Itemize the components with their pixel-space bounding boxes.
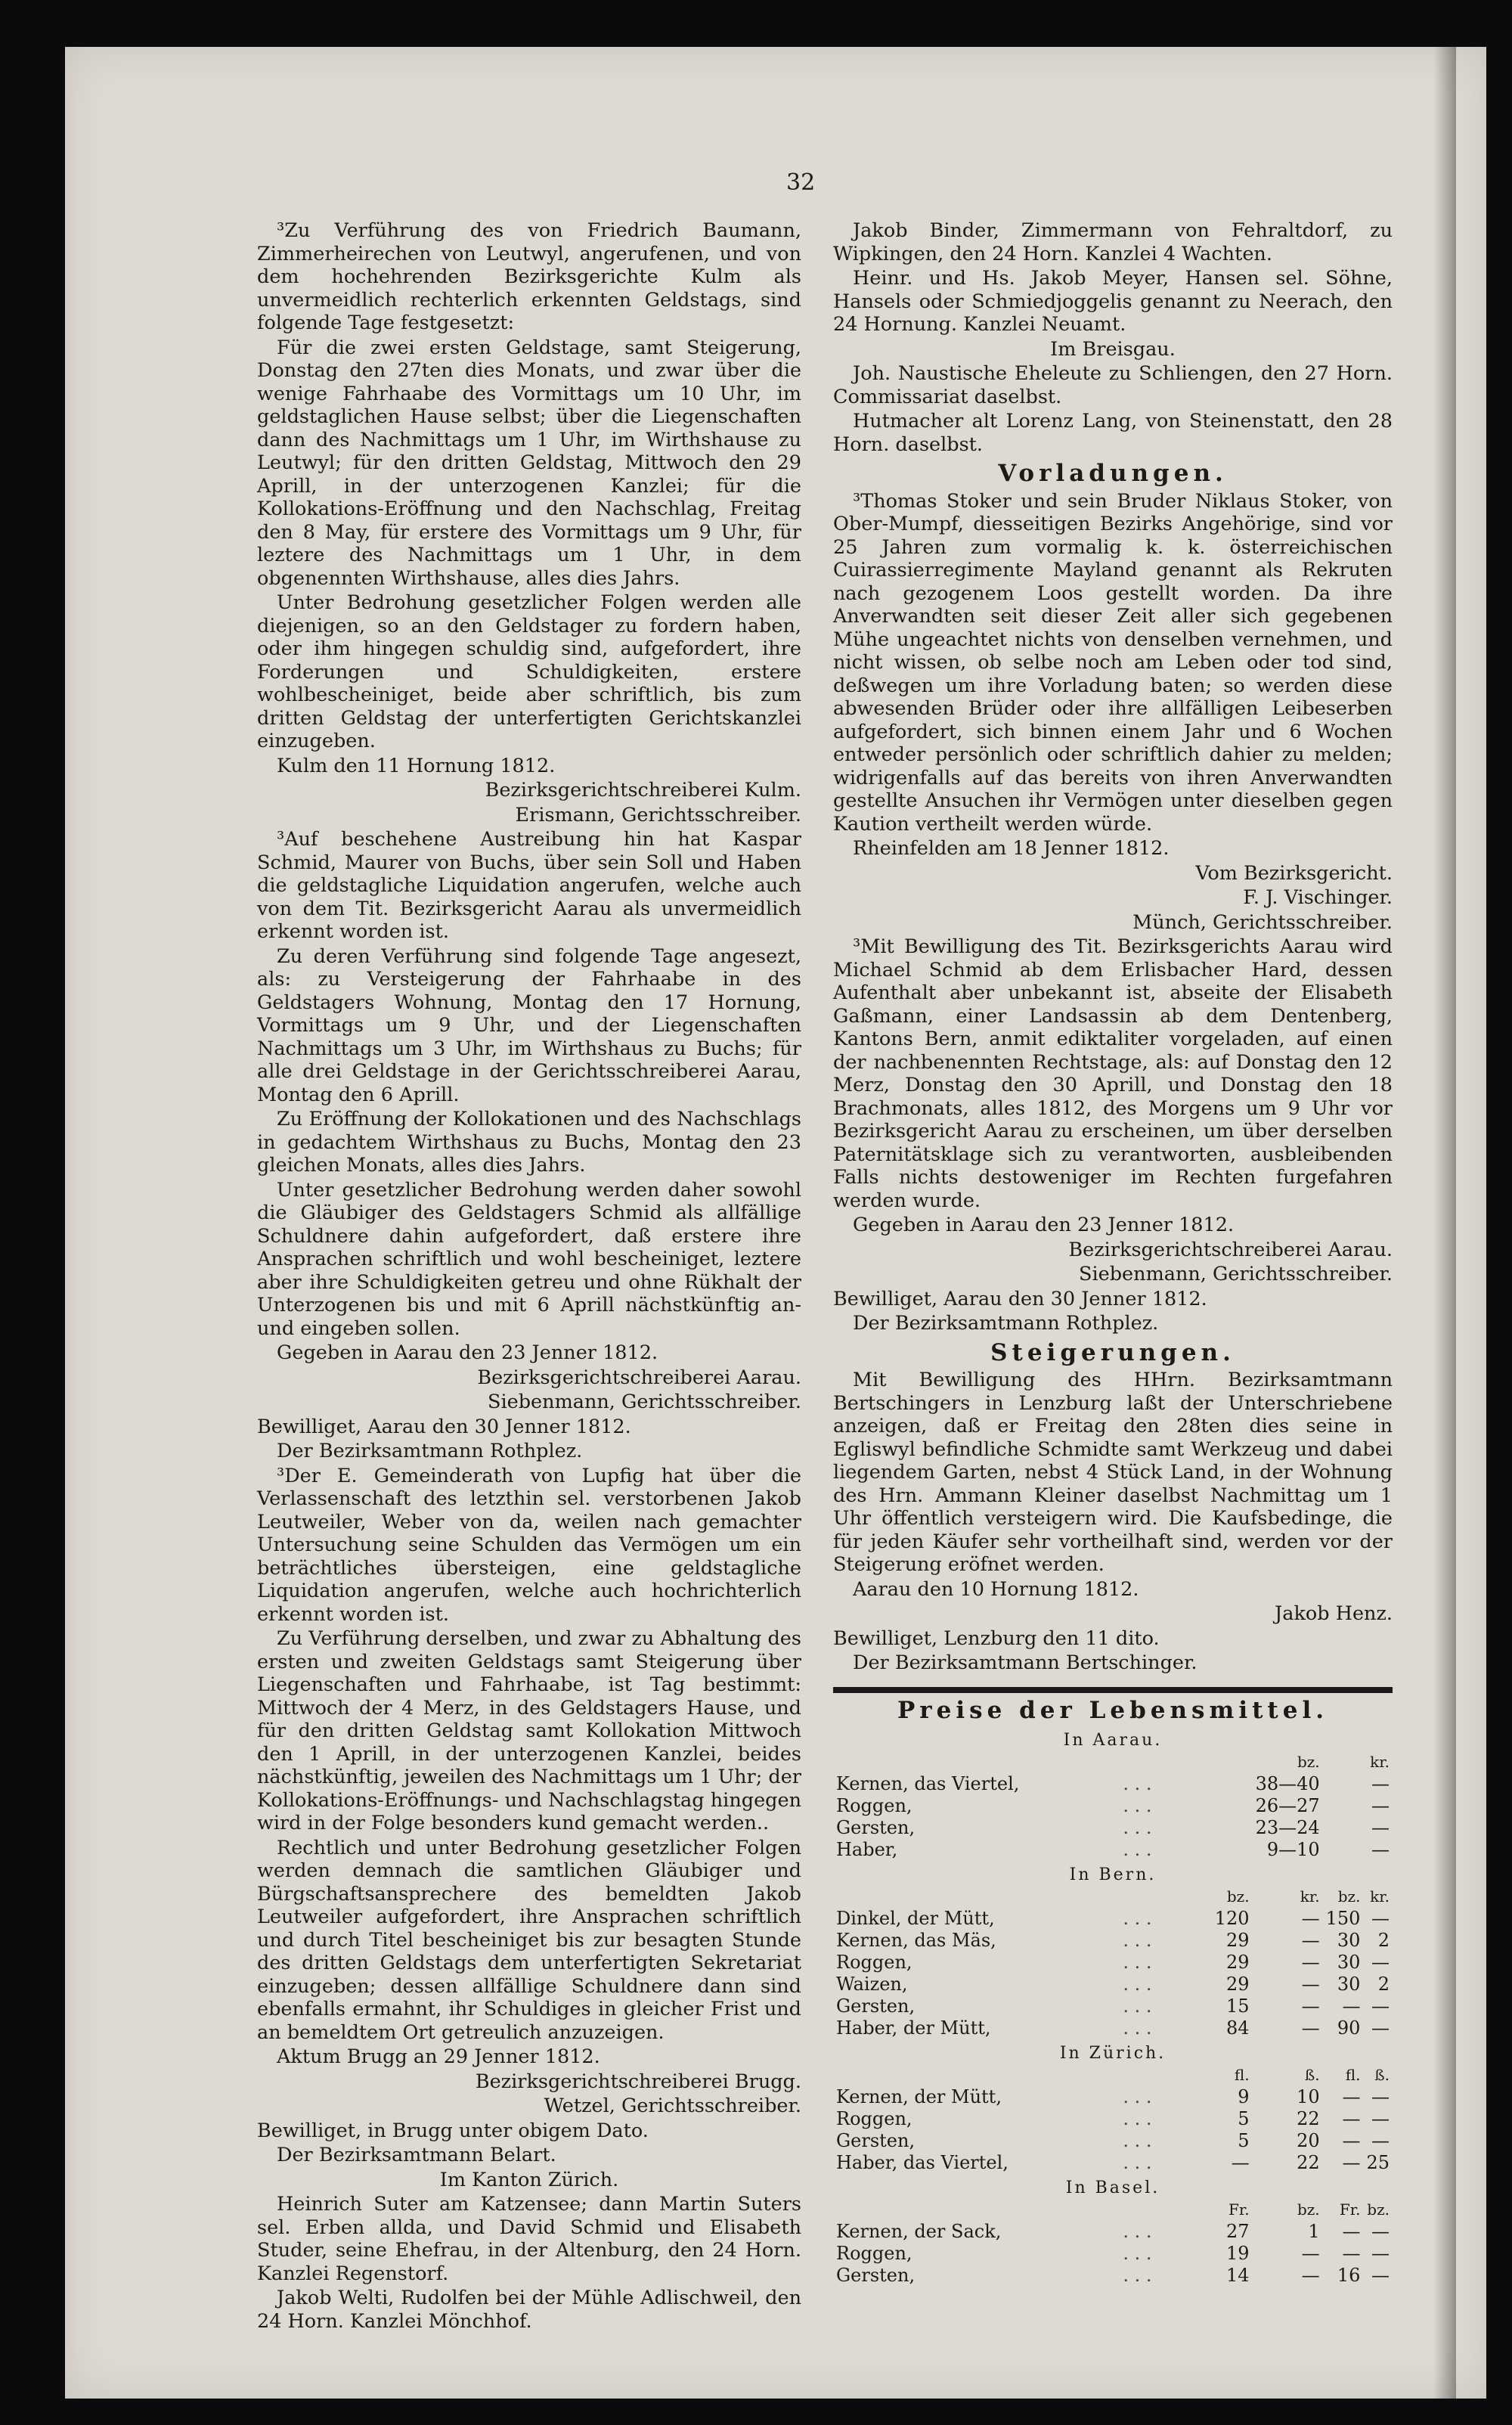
price-row [833, 2152, 1393, 2174]
price-item: Haber, [836, 1839, 898, 1860]
left-column-paragraph: Unter gesetzlicher Bedrohung werden daher sowohl die Gläubiger des Geldstagers Schmid als allfällige Schuldnere dahin aufgefordert, daß erstere ihre Ansprachen schriftlich und wohl bescheiniget, leztere aber ihre Schuldigkeiten getreu und ohne Rükhalt der Unterzogenen bis und mit 6 Aprill nächstkünftig an- und eingeben sollen. [257, 1178, 801, 1340]
price-value [1212, 1817, 1253, 1839]
vorladungen-paragraph: Der Bezirksamtmann Rothplez. [853, 1312, 1159, 1335]
price-value: 38—40 [1255, 1773, 1320, 1794]
price-units-row [833, 2199, 1393, 2221]
price-value: — [1301, 1996, 1320, 2017]
price-dots: . . . [1123, 1817, 1152, 1838]
price-row [833, 2130, 1393, 2152]
heading-prices: Preise der Lebensmittel. [897, 1696, 1329, 1724]
left-column-paragraph: Erismann, Gerichtsschreiber. [515, 803, 801, 826]
price-value: 150 [1325, 1908, 1361, 1929]
price-value: — [1301, 2265, 1320, 2286]
steigerungen-paragraph: Bewilliget, Lenzburg den 11 dito. [833, 1626, 1160, 1650]
price-value: 5 [1238, 2130, 1250, 2151]
price-item: Kernen, der Mütt, [836, 2086, 1002, 2107]
price-units-spacer [1120, 2064, 1211, 2086]
price-value: — [1342, 2221, 1361, 2242]
price-unit-label: bz. [1297, 1753, 1320, 1771]
price-unit-label: Fr. [1339, 2200, 1361, 2219]
price-dots: . . . [1123, 2221, 1152, 2242]
price-value: — [1371, 1952, 1390, 1973]
price-value [1323, 1817, 1364, 1839]
left-column-paragraph: Siebenmann, Gerichtsschreiber. [488, 1391, 801, 1413]
price-value: 30 [1337, 1974, 1361, 1995]
price-unit-label [1212, 1751, 1253, 1773]
price-value: 30 [1337, 1930, 1361, 1951]
steigerungen-paragraph: Jakob Henz. [1275, 1602, 1393, 1625]
price-item: Kernen, das Mäs, [836, 1930, 996, 1951]
price-unit-label: fl. [1234, 2066, 1250, 2084]
price-value: — [1342, 2243, 1361, 2264]
left-column-paragraph: Zu deren Verführung sind folgende Tage angesezt, als: zu Versteigerung der Fahrhaabe in des Geldstagers Wohnung, Montag den 17 Hornung, Vormittags um 9 Uhr, und der Liegenschaften Nachmittags um 3 Uhr, im Wirthshaus zu Buchs; für alle drei Geldstage in der Gerichtsschreiberei Aarau, Montag den 6 Aprill. [257, 944, 801, 1106]
section-divider [833, 1687, 1393, 1693]
page-number: 32 [786, 169, 816, 196]
price-value: 9—10 [1266, 1839, 1320, 1860]
price-value: — [1371, 2130, 1390, 2151]
price-unit-label: ß. [1304, 2066, 1320, 2084]
price-value: — [1301, 1974, 1320, 1995]
right-column-paragraph: Joh. Naustische Eheleute zu Schliengen, den 27 Horn. Commissariat daselbst. [833, 362, 1393, 408]
price-row [833, 1773, 1393, 1795]
price-item: Haber, das Viertel, [836, 2152, 1009, 2173]
vorladungen-paragraph: ³Mit Bewilligung des Tit. Bezirksgerichts Aarau wird Michael Schmid ab dem Erlisbacher Hard, dessen Aufenthalt aber unbekannt ist, abseite der Elisabeth Gaßmann, einer Landsassin ab dem Dentenberg, Kantons Bern, anmit ediktaliter vorgeladen, auf einen der nachbenennten Rechtstage, als: auf Donstag den 12 Merz, Donstag den 30 Aprill, und Donstag den 18 Brachmonats, alles 1812, des Morgens um 9 Uhr vor Bezirksgericht Aarau zu erscheinen, um über derselben Paternitätsklage sich zu verantworten, ausbleibenden Falls nichts destoweniger im Rechten furgefahren werden wurde. [833, 935, 1393, 1212]
price-value: — [1342, 2152, 1361, 2173]
price-value: 20 [1297, 2130, 1320, 2151]
price-value: — [1301, 2243, 1320, 2264]
price-value: — [1371, 1795, 1390, 1816]
price-units-spacer [833, 1886, 1120, 1908]
price-item: Gersten, [836, 2130, 916, 2151]
price-row [833, 1952, 1393, 1974]
price-section-city: In Basel. [1065, 2178, 1160, 2197]
left-column-paragraph: Der Bezirksamtmann Rothplez. [277, 1440, 583, 1462]
price-row [833, 1930, 1393, 1952]
right-column [833, 219, 1393, 2287]
price-item: Gersten, [836, 1817, 916, 1838]
steigerungen-paragraph: Aarau den 10 Hornung 1812. [853, 1577, 1139, 1601]
price-units-spacer [833, 2199, 1120, 2221]
price-row [833, 2017, 1393, 2039]
steigerungen-paragraph: Der Bezirksamtmann Bertschinger. [853, 1651, 1198, 1674]
price-value: — [1301, 1908, 1320, 1929]
price-value: — [1371, 1996, 1390, 2017]
right-column-paragraph: Jakob Binder, Zimmermann von Fehraltdorf, zu Wipkingen, den 24 Horn. Kanzlei 4 Wachten. [833, 219, 1393, 265]
vorladungen-paragraph: Münch, Gerichtsschreiber. [1132, 910, 1393, 934]
vorladungen-paragraph: Siebenmann, Gerichtsschreiber. [1079, 1263, 1393, 1285]
price-dots: . . . [1123, 2130, 1152, 2151]
left-column-paragraph: Unter Bedrohung gesetzlicher Folgen werden alle diejenigen, so an den Geldstager zu fordern haben, oder ihm hingegen schuldig sind, aufgefordert, ihre Forderungen und Schuldigkeiten, erstere wohlbescheiniget, beide aber schriftlich, bis zum dritten Geldstag der unterfertigten Gerichtskanzlei einzugeben. [257, 591, 801, 752]
price-value: 5 [1238, 2108, 1250, 2129]
price-value [1212, 1839, 1253, 1861]
price-value: — [1371, 2017, 1390, 2039]
price-value: 25 [1366, 2152, 1390, 2173]
price-value: 90 [1337, 2017, 1361, 2039]
price-item: Gersten, [836, 2265, 916, 2286]
price-units-row [833, 1886, 1393, 1908]
price-dots: . . . [1123, 2152, 1152, 2173]
heading-steigerungen: Steigerungen. [990, 1338, 1235, 1366]
price-item: Roggen, [836, 2243, 912, 2264]
price-unit-label: bz. [1367, 2200, 1390, 2219]
heading-vorladungen: Vorladungen. [998, 460, 1228, 487]
left-column-paragraph: Heinrich Suter am Katzensee; dann Martin Suters sel. Erben allda, und David Schmid und Elisabeth Studer, seine Ehefrau, in der Altenburg, den 24 Horn. Kanzlei Regenstorf. [257, 2193, 801, 2285]
price-value: 26—27 [1255, 1795, 1320, 1816]
right-column-paragraph: Im Breisgau. [1050, 337, 1176, 361]
left-column-paragraph: Für die zwei ersten Geldstage, samt Steigerung, Donstag den 27ten dies Monats, und zwar über die wenige Fahrhaabe des Vormittags um 10 Uhr, im geldstaglichen Hause selbst; über die Liegenschaften dann des Nachmittags um 1 Uhr, im Wirthshause zu Leutwyl; für den dritten Geldstag, Mittwoch den 29 Aprill, in der unterzogenen Kanzlei; für die Kollokations-Eröffnung und den Nachschlag, Freitag den 8 May, für erstere des Vormittags um 9 Uhr, für leztere des Nachmittags um 1 Uhr, in dem obgenennten Wirthshause, alles dies Jahrs. [257, 336, 801, 590]
price-value: 29 [1226, 1952, 1250, 1973]
price-value: — [1371, 2221, 1390, 2242]
vorladungen-paragraph: Bezirksgerichtschreiberei Aarau. [1068, 1238, 1393, 1261]
price-dots: . . . [1123, 2017, 1152, 2039]
vorladungen-paragraph: Bewilliget, Aarau den 30 Jenner 1812. [833, 1287, 1207, 1310]
price-value: — [1371, 2108, 1390, 2129]
price-value: 30 [1337, 1952, 1361, 1973]
price-row [833, 1974, 1393, 1996]
price-value: — [1342, 1996, 1361, 2017]
price-value: 2 [1377, 1930, 1390, 1951]
left-column-paragraph: Bezirksgerichtschreiberei Brugg. [475, 2070, 801, 2093]
price-value: 2 [1377, 1974, 1390, 1995]
price-unit-label [1323, 1751, 1364, 1773]
price-value [1323, 1795, 1364, 1817]
price-item: Roggen, [836, 1952, 912, 1973]
price-row [833, 1996, 1393, 2017]
price-dots: . . . [1123, 1839, 1152, 1860]
price-units-spacer [833, 2064, 1120, 2086]
price-row [833, 2086, 1393, 2108]
price-section-city: In Bern. [1069, 1865, 1157, 1884]
left-column-paragraph: ³Der E. Gemeinderath von Lupfig hat über die Verlassenschaft des letzthin sel. verstorbenen Jakob Leutweiler, Weber von da, weilen nach gemachter Untersuchung seine Schulden das Vermögen um ein beträchtliches übersteigen, eine geldstagliche Liquidation angerufen, welche auch hochrichterlich erkennt worden ist. [257, 1464, 801, 1626]
price-row [833, 1795, 1393, 1817]
price-item: Waizen, [836, 1974, 908, 1995]
price-unit-label: bz. [1337, 1887, 1361, 1906]
price-unit-label: fl. [1345, 2066, 1361, 2084]
price-value: 10 [1297, 2086, 1320, 2107]
price-value: 27 [1226, 2221, 1250, 2242]
price-unit-label: Fr. [1228, 2200, 1250, 2219]
price-unit-label: bz. [1297, 2200, 1320, 2219]
price-value [1212, 1773, 1253, 1795]
price-item: Haber, der Mütt, [836, 2017, 991, 2039]
price-value: — [1301, 1952, 1320, 1973]
price-item: Roggen, [836, 2108, 912, 2129]
price-value: — [1371, 1908, 1390, 1929]
price-units-row [833, 2064, 1393, 2086]
price-dots: . . . [1123, 1952, 1152, 1973]
price-item: Kernen, das Viertel, [836, 1773, 1020, 1794]
price-units-spacer [1120, 1751, 1211, 1773]
price-dots: . . . [1123, 1974, 1152, 1995]
price-dots: . . . [1123, 2086, 1152, 2107]
vorladungen-paragraph: Vom Bezirksgericht. [1195, 861, 1393, 885]
price-unit-label: ß. [1374, 2066, 1390, 2084]
price-row [833, 2265, 1393, 2287]
price-table [833, 1726, 1393, 2287]
left-column-paragraph: Rechtlich und unter Bedrohung gesetzlicher Folgen werden demnach die samtlichen Gläubiger und Bürgschaftsansprechere des bemeldten Jakob Leutweiler aufgefordert, ihre Ansprachen schriftlich und durch Titel bescheiniget bis zur besagten Stunde des dritten Geldstags dem unterfertigten Sekretariat einzugeben; dessen allfällige Schuldnere dann sind ebenfalls ermahnt, ihr Schuldiges in gleicher Frist und an bemeldtem Ort getreulich anzuzeigen. [257, 1836, 801, 2044]
price-value: 14 [1226, 2265, 1250, 2286]
price-value: — [1371, 2086, 1390, 2107]
page-edge-shadow [1433, 47, 1456, 2399]
price-value: 22 [1297, 2108, 1320, 2129]
left-column-paragraph: Bezirksgerichtschreiberei Aarau. [477, 1366, 801, 1389]
price-value: — [1371, 1817, 1390, 1838]
price-row [833, 2243, 1393, 2265]
section-steigerungen [833, 1369, 1393, 1675]
price-value [1323, 1839, 1364, 1861]
right-column-paragraph: Hutmacher alt Lorenz Lang, von Steinenstatt, den 28 Horn. daselbst. [833, 410, 1393, 456]
price-row [833, 2221, 1393, 2243]
price-dots: . . . [1123, 1996, 1152, 2017]
price-dots: . . . [1123, 1773, 1152, 1794]
price-row [833, 1817, 1393, 1839]
price-value: 16 [1337, 2265, 1361, 2286]
price-unit-label: kr. [1370, 1887, 1390, 1906]
price-row [833, 1908, 1393, 1930]
price-value: 1 [1308, 2221, 1320, 2242]
left-column-paragraph: Zu Verführung derselben, und zwar zu Abhaltung des ersten und zweiten Geldstags samt Steigerung über Liegenschaften und Fahrhaabe, ist Tag bestimmt: Mittwoch der 4 Merz, in des Geldstagers Hause, und für den dritten Geldstag samt Kollokation Mittwoch den 1 Aprill, in der unterzogenen Kanzlei, beides nächstkünftig, jeweilen des Nachmittags um 1 Uhr; der Kollokations-Eröffnungs- und Nachschlagstag hingegen wird in der Folge besonders kund gemacht werden.. [257, 1627, 802, 1834]
price-dots: . . . [1123, 2265, 1152, 2286]
price-item: Kernen, der Sack, [836, 2221, 1002, 2242]
price-units-row [833, 1751, 1393, 1773]
price-section-city: In Zürich. [1059, 2044, 1167, 2063]
section-vorladungen [833, 490, 1393, 1335]
price-value: — [1371, 2243, 1390, 2264]
price-value: 29 [1226, 1930, 1250, 1951]
left-column-paragraph: Kulm den 11 Hornung 1812. [277, 754, 556, 777]
left-column [257, 219, 801, 2334]
price-dots: . . . [1123, 1908, 1152, 1929]
price-item: Dinkel, der Mütt, [836, 1908, 995, 1929]
left-column-paragraph: Aktum Brugg an 29 Jenner 1812. [277, 2045, 600, 2068]
left-column-paragraph: Bewilliget, Aarau den 30 Jenner 1812. [257, 1415, 631, 1438]
right-column-paragraph: Heinr. und Hs. Jakob Meyer, Hansen sel. Söhne, Hansels oder Schmiedjoggelis genannt zu Neerach, den 24 Hornung. Kanzlei Neuamt. [833, 267, 1393, 336]
left-column-paragraph: Wetzel, Gerichtsschreiber. [544, 2095, 801, 2117]
price-section-city-row [833, 1861, 1393, 1886]
price-value [1323, 1773, 1364, 1795]
price-value: 84 [1226, 2017, 1250, 2039]
price-value: — [1301, 2017, 1320, 2039]
left-column-paragraph: Bewilliget, in Brugg unter obigem Dato. [257, 2119, 649, 2142]
price-units-spacer [1120, 1886, 1211, 1908]
price-dots: . . . [1123, 2108, 1152, 2129]
price-value [1212, 1795, 1253, 1817]
price-unit-label: bz. [1226, 1887, 1250, 1906]
left-column-paragraph: ³Auf beschehene Austreibung hin hat Kaspar Schmid, Maurer von Buchs, über sein Soll und Haben die geldstagliche Liquidation angerufen, welche auch von dem Tit. Bezirksgericht Aarau als unvermeidlich erkennt worden ist. [257, 828, 801, 943]
price-value: 22 [1297, 2152, 1320, 2173]
zurich-creditor-list-continued [833, 219, 1393, 456]
price-value: 23—24 [1255, 1817, 1320, 1838]
price-value: — [1371, 1773, 1390, 1794]
price-value: — [1371, 2265, 1390, 2286]
price-dots: . . . [1123, 1930, 1152, 1951]
price-section-city: In Aarau. [1063, 1731, 1163, 1750]
vorladungen-paragraph: F. J. Vischinger. [1243, 886, 1393, 909]
price-value: — [1301, 1930, 1320, 1951]
price-value: 29 [1226, 1974, 1250, 1995]
price-section-city-row [833, 2039, 1393, 2064]
price-value: 120 [1214, 1908, 1250, 1929]
vorladungen-paragraph: ³Thomas Stoker und sein Bruder Niklaus Stoker, von Ober-Mumpf, diesseitigen Bezirks Angehörige, sind vor 25 Jahren zum vormalig k. k. österreichischen Cuirassierregimente Mayland genannt als Rekruten nach gezogenem Loos gestellt worden. Da ihre Anverwandten seit dieser Zeit aller sich gegebenen Mühe ungeachtet nichts von denselben vernehmen, und nicht wissen, ob selbe noch am Leben oder tod sind, deßwegen um ihre Vorladung baten; so werden diese abwesenden Brüder oder ihre allfälligen Leibeserben aufgefordert, sich binnen einem Jahr und 6 Wochen entweder persönlich oder schriftlich dahier zu melden; widrigenfalls auf das bereits von ihren Anverwandten gestellte Ansuchen ihr Vermögen unter dieselben gegen Kaution vertheilt werden würde. [833, 489, 1393, 836]
left-column-paragraph: Gegeben in Aarau den 23 Jenner 1812. [277, 1341, 658, 1364]
price-dots: . . . [1123, 2243, 1152, 2264]
price-section-city-row [833, 2174, 1393, 2199]
price-value: — [1342, 2130, 1361, 2151]
left-column-paragraph: Jakob Welti, Rudolfen bei der Mühle Adlischweil, den 24 Horn. Kanzlei Mönchhof. [257, 2287, 801, 2333]
price-value: 19 [1226, 2243, 1250, 2264]
price-item: Roggen, [836, 1795, 912, 1816]
price-value: 15 [1226, 1996, 1250, 2017]
price-units-spacer [1120, 2199, 1211, 2221]
price-value: — [1371, 1839, 1390, 1860]
price-row [833, 2108, 1393, 2130]
left-column-paragraph: Im Kanton Zürich. [439, 2168, 619, 2191]
price-section-city-row [833, 1726, 1393, 1751]
price-value: 9 [1238, 2086, 1250, 2107]
left-column-paragraph: Zu Eröffnung der Kollokationen und des Nachschlags in gedachtem Wirthshaus zu Buchs, Montag den 23 gleichen Monats, alles dies Jahrs. [257, 1108, 801, 1177]
vorladungen-paragraph: Rheinfelden am 18 Jenner 1812. [853, 837, 1170, 860]
steigerungen-paragraph: Mit Bewilligung des HHrn. Bezirksamtmann Bertschingers in Lenzburg laßt der Unterschriebene anzeigen, daß er Freitag den 28ten dies seine in Egliswyl befindliche Schmidte samt Werkzeug und dabei liegendem Garten, nebst 4 Stück Land, in der Wohnung des Hrn. Ammann Kleiner daselbst Nachmittag um 1 Uhr öffentlich versteigern wird. Die Kaufsbedinge, die für jeden Käufer sehr vortheilhaft sind, werden vor der Steigerung eröfnet werden. [833, 1369, 1393, 1576]
price-value: — [1342, 2086, 1361, 2107]
price-value: — [1342, 2108, 1361, 2129]
price-units-spacer [833, 1751, 1120, 1773]
left-column-paragraph: Der Bezirksamtmann Belart. [277, 2144, 556, 2166]
price-unit-label: kr. [1300, 1887, 1320, 1906]
left-column-paragraph: ³Zu Verführung des von Friedrich Baumann, Zimmerheirechen von Leutwyl, angerufenen, und von dem hochehrenden Bezirksgerichte Kulm als unvermeidlich rechterlich erkennten Geldstags, sind folgende Tage festgesetzt: [257, 219, 801, 334]
price-value: — [1231, 2152, 1250, 2173]
price-row [833, 1839, 1393, 1861]
price-dots: . . . [1123, 1795, 1152, 1816]
price-item: Gersten, [836, 1996, 916, 2017]
price-unit-label: kr. [1370, 1753, 1390, 1771]
vorladungen-paragraph: Gegeben in Aarau den 23 Jenner 1812. [853, 1214, 1235, 1236]
left-column-paragraph: Bezirksgerichtschreiberei Kulm. [485, 779, 801, 802]
